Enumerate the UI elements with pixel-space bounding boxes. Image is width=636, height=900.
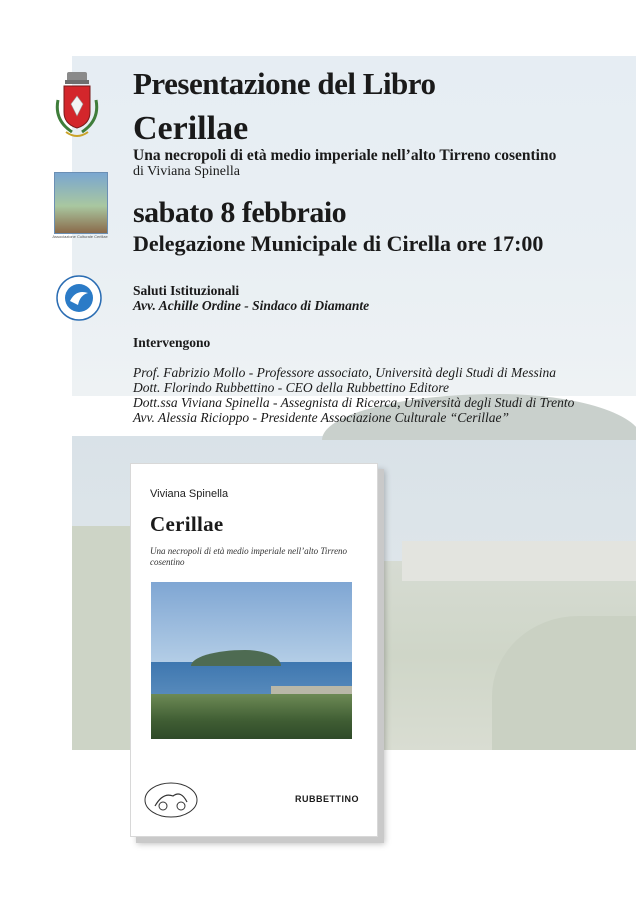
speakers-label: Intervengono — [133, 335, 211, 350]
book-cover — [130, 463, 378, 837]
speaker-item: Prof. Fabrizio Mollo - Professore associato, Università degli Studi di Messina — [133, 365, 556, 380]
speaker-item: Dott. Florindo Rubbettino - CEO della Rubbettino Editore — [133, 380, 449, 395]
speaker-item: Dott.ssa Viviana Spinella - Assegnista di Ricerca, Università degli Studi di Trento — [133, 395, 575, 410]
greetings-label: Saluti Istituzionali — [133, 283, 240, 298]
speaker-item: Avv. Alessia Ricioppo - Presidente Associazione Culturale “Cerillae” — [133, 410, 509, 425]
book-title: Cerillae — [133, 110, 249, 147]
publisher-emblem-icon — [143, 780, 199, 820]
event-date: sabato 8 febbraio — [133, 196, 347, 229]
cover-subtitle: Una necropoli di età medio imperiale nell’alto Tirreno cosentino — [150, 546, 348, 567]
cover-title: Cerillae — [150, 512, 224, 536]
cover-photo — [151, 582, 352, 739]
association-logo — [54, 172, 106, 244]
cover-publisher: RUBBETTINO — [295, 794, 359, 804]
cover-photo-land — [151, 694, 352, 739]
radio-logo-icon — [56, 275, 102, 321]
cover-author: Viviana Spinella — [150, 488, 229, 500]
association-logo-image — [54, 172, 108, 234]
book-subtitle: Una necropoli di età medio imperiale nell’alto Tirreno cosentino — [133, 147, 557, 164]
greetings-speaker: Avv. Achille Ordine - Sindaco di Diamante — [133, 298, 370, 313]
event-venue: Delegazione Municipale di Cirella ore 17:00 — [133, 231, 544, 256]
municipal-coat-of-arms-icon — [52, 70, 102, 150]
association-logo-caption: Associazione Culturale Cerillae — [52, 234, 108, 239]
background-beach — [402, 541, 636, 581]
event-heading: Presentazione del Libro — [133, 66, 436, 101]
book-author: di Viviana Spinella — [133, 164, 240, 179]
